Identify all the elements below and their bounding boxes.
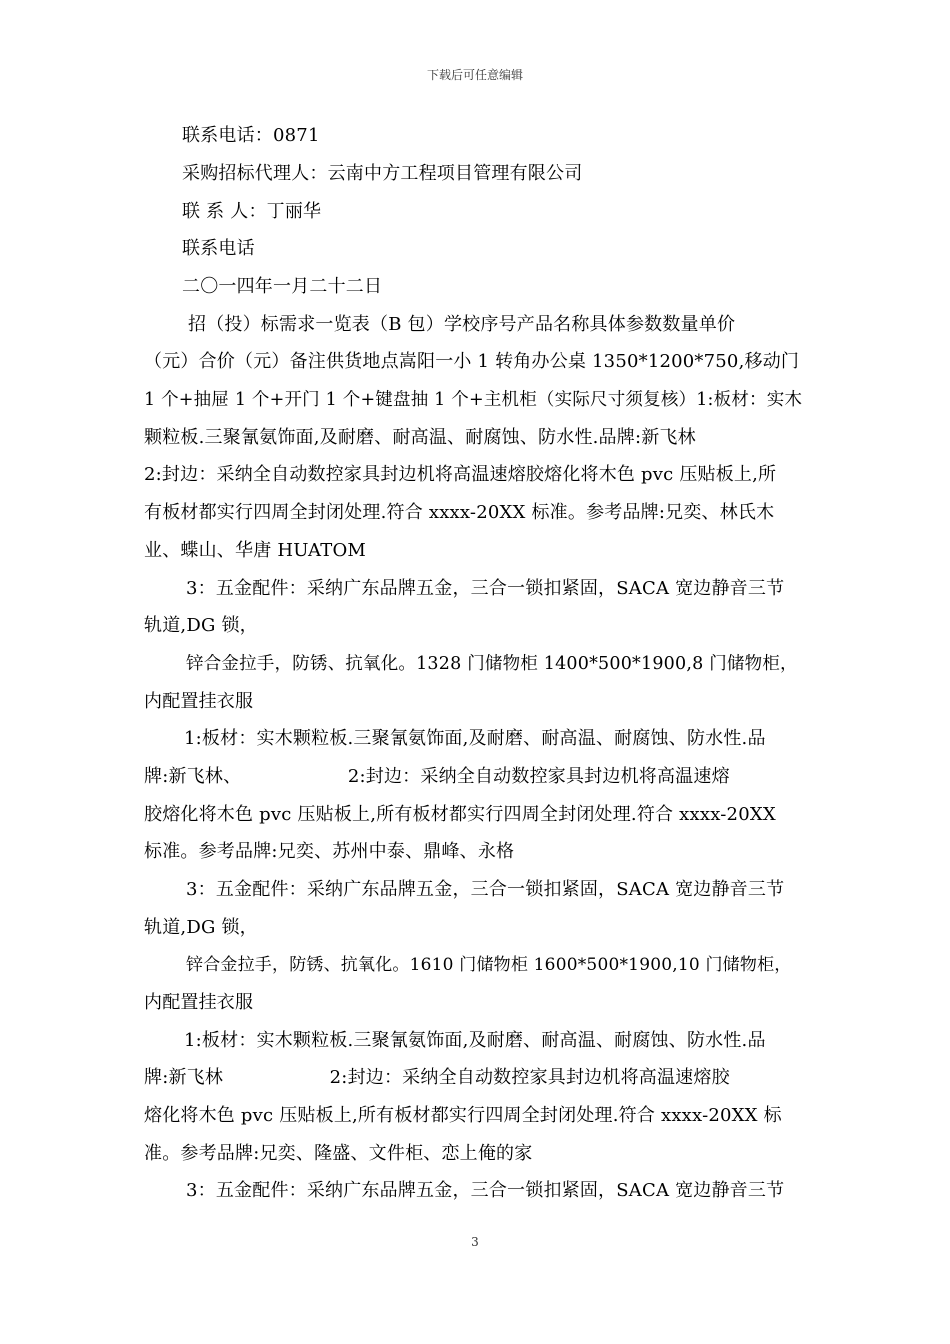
text-line: 1:板材：实木颗粒板.三聚氰氨饰面,及耐磨、耐高温、耐腐蚀、防水性.品 <box>184 728 766 749</box>
text-line: 联系电话：0871 <box>182 125 320 146</box>
text-line: 联系电话 <box>182 238 255 259</box>
text-line: 招（投）标需求一览表（B 包）学校序号产品名称具体参数数量单价 <box>188 314 736 335</box>
text-line: 联 系 人：丁丽华 <box>182 201 322 222</box>
text-line: 标准。参考品牌:兄奕、苏州中泰、鼎峰、永格 <box>144 841 515 862</box>
text-line: 1 个+抽屉 1 个+开门 1 个+键盘抽 1 个+主机柜（实际尺寸须复核）1:板材：实木 <box>144 390 803 410</box>
text-line: 二〇一四年一月二十二日 <box>182 276 383 297</box>
text-line: （元）合价（元）备注供货地点嵩阳一小 1 转角办公桌 1350*1200*750,移动门 <box>144 351 800 372</box>
text-line: 牌:新飞林、 2:封边：采纳全自动数控家具封边机将高温速熔 <box>144 766 730 787</box>
text-line: 3：五金配件：采纳广东品牌五金，三合一锁扣紧固，SACA 宽边静音三节 <box>186 1180 785 1201</box>
text-line: 业、蝶山、华唐 HUATOM <box>144 540 367 561</box>
text-line: 锌合金拉手，防锈、抗氧化。1328 门储物柜 1400*500*1900,8 门储物柜， <box>186 654 798 674</box>
text-line: 轨道,DG 锁， <box>144 615 258 636</box>
text-line: 1:板材：实木颗粒板.三聚氰氨饰面,及耐磨、耐高温、耐腐蚀、防水性.品 <box>184 1030 766 1051</box>
text-line: 内配置挂衣服 <box>144 992 254 1013</box>
text-line: 锌合金拉手，防锈、抗氧化。1610 门储物柜 1600*500*1900,10 门储物柜， <box>186 955 792 975</box>
text-line: 3：五金配件：采纳广东品牌五金，三合一锁扣紧固，SACA 宽边静音三节 <box>186 578 785 599</box>
text-line: 牌:新飞林 2:封边：采纳全自动数控家具封边机将高温速熔胶 <box>144 1067 730 1088</box>
text-line: 2:封边：采纳全自动数控家具封边机将高温速熔胶熔化将木色 pvc 压贴板上,所 <box>144 464 777 485</box>
text-line: 内配置挂衣服 <box>144 691 254 712</box>
text-line: 熔化将木色 pvc 压贴板上,所有板材都实行四周全封闭处理.符合 xxxx-20XX 标 <box>144 1105 782 1126</box>
text-line: 有板材都实行四周全封闭处理.符合 xxxx-20XX 标准。参考品牌:兄奕、林氏木 <box>144 502 775 523</box>
text-line: 3：五金配件：采纳广东品牌五金，三合一锁扣紧固，SACA 宽边静音三节 <box>186 879 785 900</box>
text-line: 胶熔化将木色 pvc 压贴板上,所有板材都实行四周全封闭处理.符合 xxxx-20XX <box>144 804 776 825</box>
page-header: 下载后可任意编辑 <box>426 68 523 82</box>
page-number: 3 <box>471 1235 479 1249</box>
text-line: 准。参考品牌:兄奕、隆盛、文件柜、恋上俺的家 <box>144 1143 533 1164</box>
text-line: 采购招标代理人：云南中方工程项目管理有限公司 <box>182 163 583 184</box>
text-line: 轨道,DG 锁， <box>144 917 258 938</box>
text-line: 颗粒板.三聚氰氨饰面,及耐磨、耐高温、耐腐蚀、防水性.品牌:新飞林 <box>144 427 696 448</box>
